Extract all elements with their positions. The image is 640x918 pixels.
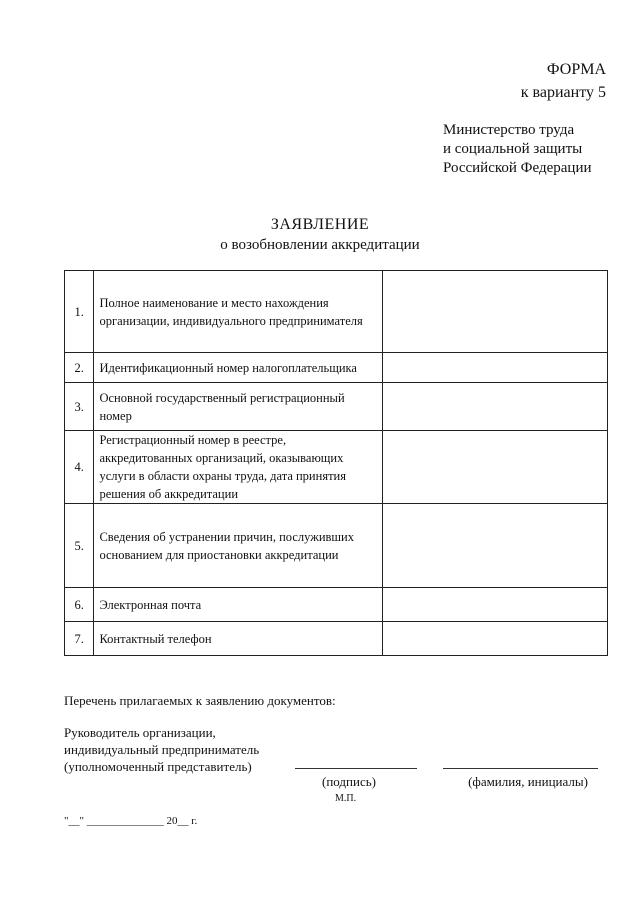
addressee-line: Министерство труда	[443, 122, 575, 138]
row-label: Контактный телефон	[94, 622, 382, 656]
signer-line: Руководитель организации,	[64, 725, 216, 740]
row-label: Идентификационный номер налогоплательщика	[94, 353, 382, 383]
row-number: 5.	[65, 504, 94, 588]
application-table	[64, 270, 608, 656]
stamp-label: М.П.	[335, 793, 357, 804]
row-number: 1.	[65, 271, 94, 353]
row-number: 6.	[65, 588, 94, 622]
table-row	[65, 271, 608, 353]
document-subtitle: о возобновлении аккредитации	[220, 237, 420, 253]
table-row	[65, 588, 608, 622]
row-number: 2.	[65, 353, 94, 383]
date-line: "__" ______________ 20__ г.	[64, 815, 198, 827]
row-value-field[interactable]	[382, 431, 607, 504]
row-value-field[interactable]	[382, 353, 607, 383]
row-label: Основной государственный регистрационный номер	[94, 383, 382, 431]
name-caption: (фамилия, инициалы)	[468, 774, 588, 789]
row-label: Регистрационный номер в реестре, аккредитованных организаций, оказывающих услуги в области охраны труда, дата принятия решения об аккредитации	[94, 431, 382, 504]
table-row	[65, 622, 608, 656]
row-label: Полное наименование и место нахождения организации, индивидуального предпринимателя	[94, 271, 382, 353]
row-label: Сведения об устранении причин, послуживших основанием для приостановки аккредитации	[94, 504, 382, 588]
signer-line: (уполномоченный представитель)	[64, 759, 252, 774]
addressee-line: и социальной защиты	[443, 141, 583, 157]
signature-caption: (подпись)	[322, 774, 376, 789]
variant-label: к варианту 5	[520, 84, 606, 101]
row-number: 3.	[65, 383, 94, 431]
row-value-field[interactable]	[382, 271, 607, 353]
table-row	[65, 383, 608, 431]
row-value-field[interactable]	[382, 504, 607, 588]
row-number: 7.	[65, 622, 94, 656]
document-title: ЗАЯВЛЕНИЕ	[270, 216, 370, 233]
row-value-field[interactable]	[382, 622, 607, 656]
addressee-line: Российской Федерации	[443, 160, 592, 176]
row-value-field[interactable]	[382, 383, 607, 431]
table-row	[65, 353, 608, 383]
row-value-field[interactable]	[382, 588, 607, 622]
addressee-block	[443, 121, 592, 178]
attachments-label: Перечень прилагаемых к заявлению документов:	[64, 693, 336, 708]
name-line[interactable]	[443, 768, 598, 769]
table-row	[65, 504, 608, 588]
signature-line[interactable]	[295, 768, 417, 769]
form-label: ФОРМА	[546, 61, 606, 78]
table-row	[65, 431, 608, 504]
row-label: Электронная почта	[94, 588, 382, 622]
signer-line: индивидуальный предприниматель	[64, 742, 260, 757]
row-number: 4.	[65, 431, 94, 504]
